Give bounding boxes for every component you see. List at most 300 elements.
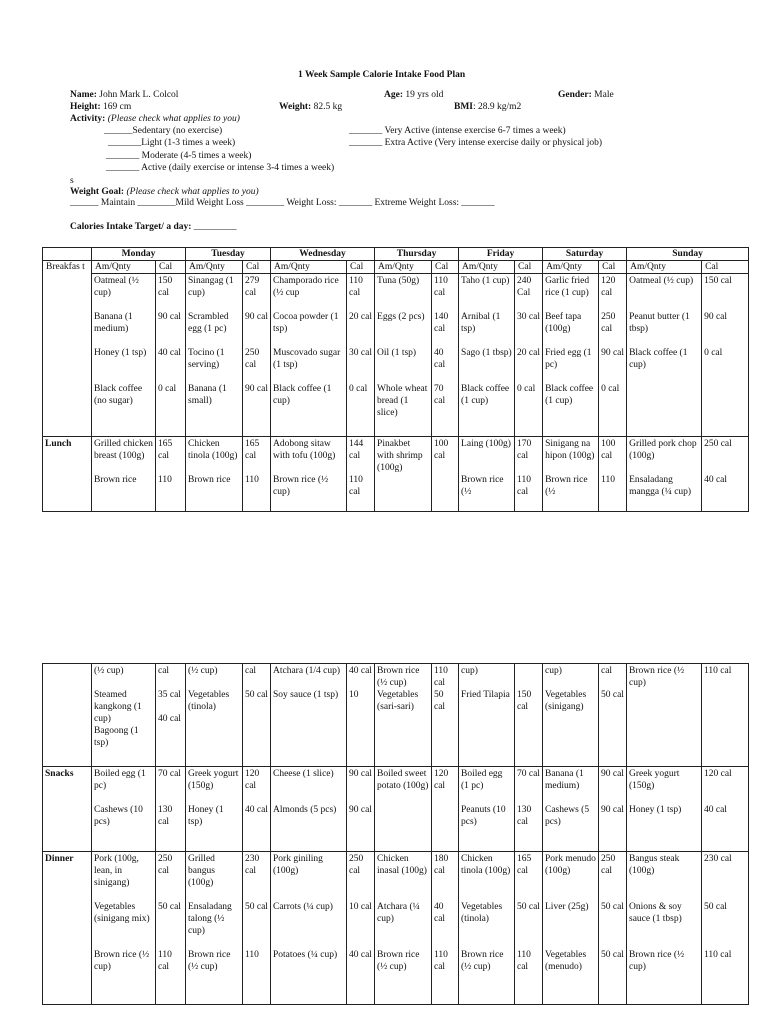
calorie-value: 150 cal xyxy=(517,690,532,712)
food-items-cell xyxy=(271,437,347,512)
food-item: Grilled bangus (100g) xyxy=(188,854,215,888)
food-items-cell xyxy=(375,852,432,1005)
food-entry xyxy=(273,347,344,383)
calorie-value: 240 Cal xyxy=(517,276,532,298)
food-item: Oatmeal (½ cup) xyxy=(94,276,139,298)
food-entry xyxy=(629,275,699,311)
food-item: Black coffee (no sugar) xyxy=(94,384,143,406)
calorie-entry xyxy=(434,347,456,383)
food-entry xyxy=(461,853,512,901)
food-item: Cashews (10 pcs) xyxy=(94,805,143,827)
calorie-entry xyxy=(158,689,183,713)
food-item: Ensaladang talong (½ cup) xyxy=(188,902,232,936)
calorie-entry xyxy=(601,689,624,713)
calorie-entry xyxy=(601,311,624,347)
calorie-value: 170 cal xyxy=(517,439,532,461)
calorie-entry xyxy=(245,474,268,510)
calorie-entry xyxy=(704,804,746,840)
calorie-entry xyxy=(245,347,268,383)
calorie-value: 10 cal xyxy=(349,902,372,912)
food-entry xyxy=(629,853,699,901)
calorie-entry xyxy=(245,689,268,713)
calorie-entry xyxy=(245,383,268,419)
calorie-value: 110 cal xyxy=(434,666,448,688)
calorie-entry xyxy=(517,438,540,474)
amount-column-header: Am/Qnty xyxy=(375,261,432,274)
calorie-entry xyxy=(245,768,268,804)
calorie-value: 130 cal xyxy=(517,805,532,827)
food-item: cup) xyxy=(545,666,562,676)
calorie-value: 230 cal xyxy=(245,854,260,876)
calorie-value: 30 cal xyxy=(517,312,540,322)
day-header: Friday xyxy=(459,248,543,261)
calorie-value: cal xyxy=(601,666,613,676)
food-item: Vegetables (sari-sari) xyxy=(377,690,419,712)
height-row xyxy=(70,101,131,113)
calorie-value: 250 cal xyxy=(601,854,616,876)
calorie-entry xyxy=(349,438,372,474)
food-entry xyxy=(629,311,699,347)
calorie-value: 90 cal xyxy=(704,312,728,322)
calorie-entry xyxy=(517,474,540,510)
calorie-value: 0 cal xyxy=(601,384,620,394)
food-entry xyxy=(461,474,512,510)
calorie-entry xyxy=(349,901,372,949)
food-items-cell xyxy=(459,852,515,1005)
food-item: Oil (1 tsp) xyxy=(377,348,417,358)
food-entry xyxy=(94,725,153,749)
food-entry xyxy=(94,853,153,901)
calorie-entry xyxy=(158,768,183,804)
calorie-entry xyxy=(517,949,540,997)
calorie-entry xyxy=(158,713,183,737)
activity-moderate: _______ Moderate (4-5 times a week) xyxy=(106,151,252,161)
calorie-value: 250 cal xyxy=(245,348,260,370)
calorie-entry xyxy=(434,853,456,901)
weight-row xyxy=(279,101,342,113)
food-item: Tocino (1 serving) xyxy=(188,348,225,370)
calorie-entry xyxy=(158,383,183,419)
food-item: Champorado rice (½ cup xyxy=(273,276,339,298)
page-title: 1 Week Sample Calorie Intake Food Plan xyxy=(298,70,466,80)
food-item: Oatmeal (½ cup) xyxy=(629,276,694,286)
food-item: Sago (1 tbsp) xyxy=(461,348,512,358)
weight-goal-options: ______ Maintain ________Mild Weight Loss ________ Weight Loss: _______ Extreme Weight Loss: _______ xyxy=(70,198,495,208)
column-subheader-row xyxy=(43,261,749,274)
calorie-value: 110 xyxy=(245,475,259,485)
calories-cell xyxy=(515,274,543,437)
calorie-value: 40 cal xyxy=(704,805,727,815)
calorie-value: 110 cal xyxy=(349,475,363,497)
food-entry xyxy=(545,853,596,901)
calories-cell xyxy=(599,437,627,512)
calorie-entry xyxy=(601,275,624,311)
calorie-entry xyxy=(601,665,624,689)
food-item: Sinigang na hipon (100g) xyxy=(545,439,595,461)
calorie-value: 150 cal xyxy=(158,276,173,298)
food-items-cell xyxy=(186,852,243,1005)
calorie-value: 90 cal xyxy=(245,312,268,322)
calorie-entry xyxy=(704,949,746,997)
calories-cell xyxy=(432,767,459,852)
food-entry xyxy=(461,901,512,949)
calorie-entry xyxy=(434,665,456,689)
calorie-entry xyxy=(245,853,268,901)
calories-cell xyxy=(243,767,271,852)
food-entry xyxy=(188,383,240,419)
activity-note: (Please check what applies to you) xyxy=(107,114,240,124)
calorie-entry xyxy=(601,804,624,840)
food-item: Brown rice (½ cup) xyxy=(629,666,685,688)
food-item: Brown rice (½ xyxy=(545,475,588,497)
food-item: Eggs (2 pcs) xyxy=(377,312,425,322)
food-item: Chicken tinola (100g) xyxy=(188,439,238,461)
bmi-row xyxy=(454,101,521,113)
calorie-value: 120 cal xyxy=(245,769,260,791)
calorie-entry xyxy=(601,383,624,419)
calorie-entry xyxy=(517,275,540,311)
food-item: Greek yogurt (150g) xyxy=(188,769,239,791)
activity-extra-active: _______ Extra Active (Very intense exercise daily or physical job) xyxy=(349,138,602,148)
food-item: Beef tapa (100g) xyxy=(545,312,582,334)
food-items-cell xyxy=(459,274,515,437)
breakfast-row xyxy=(43,274,749,437)
calorie-entry xyxy=(158,949,183,997)
age-label: Age: xyxy=(384,90,403,100)
calorie-value: 20 cal xyxy=(349,312,372,322)
calorie-entry xyxy=(245,665,268,689)
food-item: Brown rice (½ cup) xyxy=(188,950,231,972)
calorie-value: 0 cal xyxy=(517,384,536,394)
food-item: Fried Tilapia xyxy=(461,690,510,700)
food-item: Atchara (¼ cup) xyxy=(377,902,420,924)
calorie-value: 120 cal xyxy=(601,276,616,298)
calorie-value: 165 cal xyxy=(517,854,532,876)
calorie-column-header: Cal xyxy=(599,261,627,274)
height-label: Height: xyxy=(70,102,101,112)
food-entry xyxy=(94,689,153,725)
food-entry xyxy=(545,383,596,419)
food-item: Bagoong (1 tsp) xyxy=(94,726,139,748)
calorie-value: 110 xyxy=(245,950,259,960)
calorie-entry xyxy=(434,949,456,997)
food-items-cell xyxy=(92,437,156,512)
food-item: Black coffee (1 cup) xyxy=(461,384,510,406)
day-header: Sunday xyxy=(627,248,749,261)
calories-cell xyxy=(515,664,543,767)
calories-cell xyxy=(702,852,749,1005)
calories-cell xyxy=(702,664,749,767)
food-entry xyxy=(188,804,240,840)
food-items-cell xyxy=(543,437,599,512)
calories-cell xyxy=(347,852,375,1005)
food-item: Boiled sweet potato (100g) xyxy=(377,769,429,791)
calorie-entry xyxy=(158,275,183,311)
calories-cell xyxy=(432,437,459,512)
day-header: Wednesday xyxy=(271,248,375,261)
meal-plan-table-top xyxy=(42,247,749,512)
amount-column-header: Am/Qnty xyxy=(459,261,515,274)
calorie-value: 70 cal xyxy=(517,769,540,779)
calorie-entry xyxy=(601,901,624,949)
food-entry xyxy=(273,804,344,840)
food-item: Potatoes (¼ cup) xyxy=(273,950,338,960)
calorie-entry xyxy=(704,474,746,510)
calorie-entry xyxy=(158,853,183,901)
food-entry xyxy=(273,311,344,347)
food-item: Black coffee (1 cup) xyxy=(273,384,332,406)
food-item: Boiled egg (1 pc) xyxy=(461,769,503,791)
food-items-cell xyxy=(627,437,702,512)
calorie-value: 279 cal xyxy=(245,276,260,298)
weight-value: 82.5 kg xyxy=(313,102,343,112)
food-entry xyxy=(188,901,240,949)
calorie-value: 90 cal xyxy=(349,769,372,779)
food-item: Cocoa powder (1 tsp) xyxy=(273,312,339,334)
food-item: Arnibal (1 tsp) xyxy=(461,312,501,334)
calorie-value: 50 cal xyxy=(601,690,624,700)
food-items-cell xyxy=(186,767,243,852)
food-entry xyxy=(377,689,429,713)
calorie-value: 165 cal xyxy=(158,439,173,461)
food-items-cell xyxy=(627,852,702,1005)
calories-cell xyxy=(347,664,375,767)
calorie-value: 35 cal xyxy=(158,690,181,700)
calorie-entry xyxy=(245,901,268,949)
food-items-cell xyxy=(92,852,156,1005)
calorie-value: 40 cal xyxy=(245,805,268,815)
food-entry xyxy=(545,768,596,804)
calorie-value: 40 cal xyxy=(158,348,181,358)
calories-target-label: Calories Intake Target/ a day: xyxy=(70,222,192,232)
activity-row xyxy=(70,113,240,125)
calories-cell xyxy=(156,437,186,512)
food-entry xyxy=(94,383,153,419)
food-entry xyxy=(94,768,153,804)
food-entry xyxy=(94,665,153,689)
calorie-value: 140 cal xyxy=(434,312,449,334)
bmi-label: BMI xyxy=(454,102,473,112)
calorie-entry xyxy=(158,438,183,474)
activity-very-active: _______ Very Active (intense exercise 6-7 times a week) xyxy=(349,126,566,136)
food-entry xyxy=(377,665,429,689)
calorie-value: 110 cal xyxy=(349,276,363,298)
weight-label: Weight: xyxy=(279,102,312,112)
calorie-column-header: Cal xyxy=(702,261,749,274)
calorie-entry xyxy=(158,474,183,510)
food-entry xyxy=(273,383,344,419)
day-header: Saturday xyxy=(543,248,627,261)
calorie-value: 144 cal xyxy=(349,439,364,461)
food-entry xyxy=(94,311,153,347)
food-item: Muscovado sugar (1 tsp) xyxy=(273,348,341,370)
food-entry xyxy=(377,949,429,997)
amount-column-header: Am/Qnty xyxy=(543,261,599,274)
calorie-value: 50 cal xyxy=(601,902,624,912)
food-items-cell xyxy=(186,274,243,437)
calorie-entry xyxy=(704,665,746,689)
meal-label xyxy=(43,664,92,767)
calorie-value: 230 cal xyxy=(704,854,732,864)
food-item: Vegetables (sinigang) xyxy=(545,690,587,712)
calorie-entry xyxy=(517,665,540,689)
food-entry xyxy=(273,768,344,804)
food-item: Vegetables (tinola) xyxy=(461,902,503,924)
calorie-entry xyxy=(245,949,268,997)
food-entry xyxy=(377,768,429,804)
calorie-value: 50 cal xyxy=(245,902,268,912)
food-item: Pinakbet with shrimp (100g) xyxy=(377,439,423,473)
food-items-cell xyxy=(271,767,347,852)
calorie-entry xyxy=(517,311,540,347)
food-entry xyxy=(629,768,699,804)
food-entry xyxy=(188,949,240,997)
calorie-entry xyxy=(434,275,456,311)
food-item: Ensaladang mangga (¼ cup) xyxy=(629,475,692,497)
calorie-entry xyxy=(601,438,624,474)
food-items-cell xyxy=(271,852,347,1005)
food-entry xyxy=(629,665,699,689)
food-entry xyxy=(461,383,512,419)
food-entry xyxy=(461,311,512,347)
calorie-entry xyxy=(349,768,372,804)
calorie-value: 90 cal xyxy=(158,312,181,322)
food-entry xyxy=(377,901,429,949)
food-items-cell xyxy=(627,274,702,437)
food-item: Brown rice (½ cup) xyxy=(629,950,685,972)
food-items-cell xyxy=(459,664,515,767)
snacks-row xyxy=(43,767,749,852)
food-items-cell xyxy=(186,664,243,767)
calorie-value: 110 cal xyxy=(704,950,732,960)
food-item: Vegetables (menudo) xyxy=(545,950,587,972)
age-value: 19 yrs old xyxy=(405,90,444,100)
calorie-entry xyxy=(349,949,372,997)
food-items-cell xyxy=(627,664,702,767)
food-item: Bangus steak (100g) xyxy=(629,854,680,876)
calorie-column-header: Cal xyxy=(515,261,543,274)
calorie-entry xyxy=(245,438,268,474)
calorie-value: 40 cal xyxy=(434,902,446,924)
calories-cell xyxy=(432,274,459,437)
food-item: Brown rice (½ cup) xyxy=(273,475,329,497)
calories-cell xyxy=(432,852,459,1005)
calorie-entry xyxy=(434,689,456,713)
food-entry xyxy=(273,474,344,510)
calorie-entry xyxy=(158,311,183,347)
calorie-value: 40 cal xyxy=(349,950,372,960)
food-entry xyxy=(188,689,240,713)
food-item: Liver (25g) xyxy=(545,902,589,912)
calorie-entry xyxy=(158,347,183,383)
meal-label: Dinner xyxy=(43,852,92,1005)
calorie-entry xyxy=(434,311,456,347)
food-item: Black coffee (1 cup) xyxy=(545,384,594,406)
calorie-entry xyxy=(517,768,540,804)
calorie-entry xyxy=(434,438,456,474)
calorie-column-header: Cal xyxy=(156,261,186,274)
food-item: Banana (1 medium) xyxy=(545,769,584,791)
calorie-value: 110 xyxy=(601,475,615,485)
food-entry xyxy=(377,311,429,347)
calorie-entry xyxy=(704,275,746,311)
calories-cell xyxy=(599,852,627,1005)
food-item: Cheese (1 slice) xyxy=(273,769,334,779)
food-entry xyxy=(377,853,429,901)
calorie-entry xyxy=(349,665,372,689)
food-item: Brown rice (½ cup) xyxy=(461,950,504,972)
gender-value: Male xyxy=(594,90,614,100)
calorie-value: 150 cal xyxy=(704,276,732,286)
food-item: Chicken tinola (100g) xyxy=(461,854,511,876)
food-item: Pork (100g, lean, in sinigang) xyxy=(94,854,139,888)
calorie-entry xyxy=(158,665,183,689)
calorie-value: 100 cal xyxy=(434,439,449,461)
calorie-entry xyxy=(704,438,746,474)
food-entry xyxy=(461,768,512,804)
day-header: Monday xyxy=(92,248,186,261)
food-item: Brown rice (½ cup) xyxy=(94,950,150,972)
activity-sedentary: ______Sedentary (no exercise) xyxy=(104,126,223,136)
calories-cell xyxy=(515,852,543,1005)
corner-cell xyxy=(43,248,92,261)
day-header: Thursday xyxy=(375,248,459,261)
food-entry xyxy=(377,438,429,474)
food-entry xyxy=(545,474,596,510)
food-item: Vegetables (tinola) xyxy=(188,690,230,712)
food-items-cell xyxy=(543,274,599,437)
food-items-cell xyxy=(459,767,515,852)
food-entry xyxy=(188,853,240,901)
food-entry xyxy=(461,689,512,713)
calorie-value: 70 cal xyxy=(158,769,181,779)
lunch-row xyxy=(43,437,749,512)
calories-cell xyxy=(347,767,375,852)
calorie-value: 250 cal xyxy=(349,854,364,876)
amount-column-header: Am/Qnty xyxy=(627,261,702,274)
calorie-entry xyxy=(517,689,540,713)
calories-cell xyxy=(156,274,186,437)
food-entry xyxy=(545,804,596,840)
age-row xyxy=(384,89,443,101)
calorie-value: 10 xyxy=(349,690,359,700)
calorie-value: 100 cal xyxy=(601,439,616,461)
height-value: 169 cm xyxy=(102,102,132,112)
calorie-value: 120 cal xyxy=(434,769,449,791)
food-item: Chicken inasal (100g) xyxy=(377,854,427,876)
calories-target-row xyxy=(70,221,237,233)
calories-cell xyxy=(243,274,271,437)
food-items-cell xyxy=(186,437,243,512)
calories-cell xyxy=(243,664,271,767)
food-items-cell xyxy=(271,664,347,767)
calorie-entry xyxy=(245,275,268,311)
food-item: Sinangag (1 cup) xyxy=(188,276,234,298)
food-entry xyxy=(188,311,240,347)
food-entry xyxy=(188,347,240,383)
food-entry xyxy=(461,275,512,311)
food-item: Banana (1 medium) xyxy=(94,312,133,334)
meal-label: Lunch xyxy=(43,437,92,512)
calorie-entry xyxy=(434,768,456,804)
calories-cell xyxy=(702,274,749,437)
food-item: Pork giniling (100g) xyxy=(273,854,323,876)
food-entry xyxy=(377,275,429,311)
gender-label: Gender: xyxy=(558,90,592,100)
calorie-value: 40 cal xyxy=(434,348,446,370)
food-entry xyxy=(545,438,596,474)
food-entry xyxy=(545,901,596,949)
